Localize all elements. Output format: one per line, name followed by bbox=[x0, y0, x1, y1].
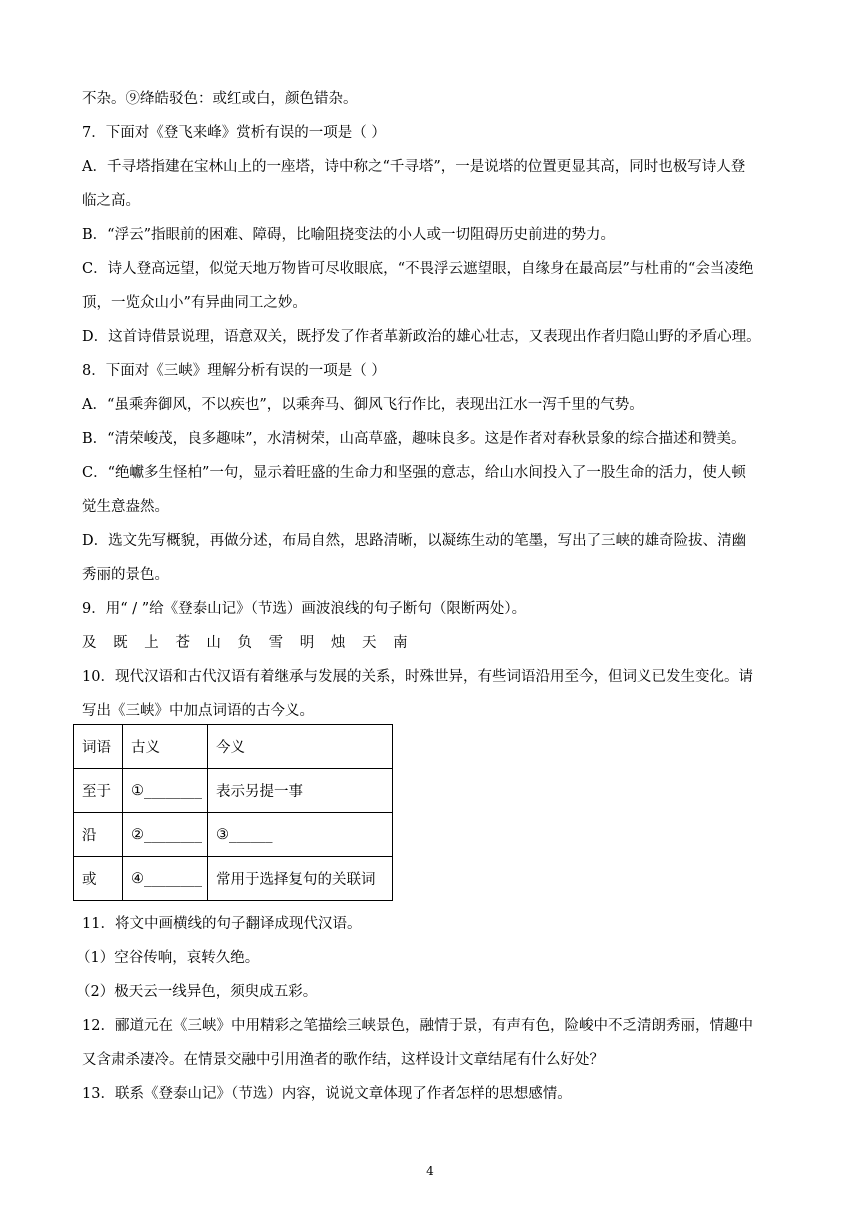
q7-option-a: A．千寻塔指建在宝林山上的一座塔，诗中称之“千寻塔”，一是说塔的位置更显其高，同时也极写诗人登 bbox=[82, 159, 746, 175]
q7-option-c-cont: 顶，一览众山小”有异曲同工之妙。 bbox=[82, 295, 307, 311]
table-cell: ③______ bbox=[208, 813, 393, 857]
table-cell: ②________ bbox=[123, 813, 208, 857]
table-cell: ④________ bbox=[123, 857, 208, 901]
q8-option-a: A．“虽乘奔御风，不以疾也”，以乘奔马、御风飞行作比，表现出江水一泻千里的气势。 bbox=[82, 397, 644, 413]
q7-option-c: C．诗人登高远望，似觉天地万物皆可尽收眼底，“不畏浮云遮望眼，自缘身在最高层”与杜甫的“会当凌绝 bbox=[82, 261, 754, 277]
word-meaning-table bbox=[73, 724, 393, 901]
q8-option-d: D．选文先写概貌，再做分述，布局自然，思路清晰，以凝练生动的笔墨，写出了三峡的雄奇险拔、清幽 bbox=[82, 533, 747, 549]
header-cell: 词语 bbox=[74, 725, 123, 769]
q11-sub-1: （1）空谷传响，哀转久绝。 bbox=[76, 950, 260, 966]
question-13: 13．联系《登泰山记》（节选）内容，说说文章体现了作者怎样的思想感情。 bbox=[82, 1086, 572, 1102]
q7-option-a-cont: 临之高。 bbox=[82, 193, 140, 209]
q9-sentence: 及 既 上 苍 山 负 雪 明 烛 天 南 bbox=[82, 635, 414, 651]
q8-option-d-cont: 秀丽的景色。 bbox=[82, 567, 169, 583]
question-11: 11．将文中画横线的句子翻译成现代汉语。 bbox=[82, 916, 362, 932]
question-10-cont: 写出《三峡》中加点词语的古今义。 bbox=[82, 703, 314, 719]
question-12: 12．郦道元在《三峡》中用精彩之笔描绘三峡景色，融情于景，有声有色，险峻中不乏清朗秀丽，情趣中 bbox=[82, 1018, 753, 1034]
table-cell: ①________ bbox=[123, 769, 208, 813]
q11-sub-2: （2）极天云一线异色，须臾成五彩。 bbox=[76, 984, 318, 1000]
header-cell: 古义 bbox=[123, 725, 208, 769]
q8-option-c: C．“绝巘多生怪柏”一句，显示着旺盛的生命力和坚强的意志，给山水间投入了一股生命的活力，使人顿 bbox=[82, 465, 746, 481]
header-cell: 今义 bbox=[208, 725, 393, 769]
table-cell: 沿 bbox=[74, 813, 123, 857]
q7-option-b: B．“浮云”指眼前的困难、障碍，比喻阻挠变法的小人或一切阻碍历史前进的势力。 bbox=[82, 227, 615, 243]
question-7: 7．下面对《登飞来峰》赏析有误的一项是（ ） bbox=[82, 125, 386, 141]
question-10: 10．现代汉语和古代汉语有着继承与发展的关系，时殊世异，有些词语沿用至今，但词义已发生变化。请 bbox=[82, 669, 753, 685]
q8-option-c-cont: 觉生意盎然。 bbox=[82, 499, 169, 515]
q8-option-b: B．“清荣峻茂，良多趣味”，水清树荣，山高草盛，趣味良多。这是作者对春秋景象的综合描述和赞美。 bbox=[82, 431, 746, 447]
question-9: 9．用“ / ”给《登泰山记》（节选）画波浪线的句子断句（限断两处）。 bbox=[82, 601, 527, 617]
q7-option-d: D．这首诗借景说理，语意双关，既抒发了作者革新政治的雄心壮志，又表现出作者归隐山野的矛盾心理。 bbox=[82, 329, 761, 345]
table-cell: 至于 bbox=[74, 769, 123, 813]
table-row bbox=[74, 769, 393, 813]
question-8: 8．下面对《三峡》理解分析有误的一项是（ ） bbox=[82, 363, 386, 379]
table-cell: 或 bbox=[74, 857, 123, 901]
table-row bbox=[74, 857, 393, 901]
note-line: 不杂。⑨绛皓驳色：或红或白，颜色错杂。 bbox=[82, 91, 358, 107]
table-cell: 常用于选择复句的关联词 bbox=[208, 857, 393, 901]
question-12-cont: 又含肃杀凄冷。在情景交融中引用渔者的歌作结，这样设计文章结尾有什么好处？ bbox=[82, 1052, 604, 1068]
table-header-row bbox=[74, 725, 393, 769]
table-cell: 表示另提一事 bbox=[208, 769, 393, 813]
table-row bbox=[74, 813, 393, 857]
page-number: 4 bbox=[426, 1164, 434, 1178]
